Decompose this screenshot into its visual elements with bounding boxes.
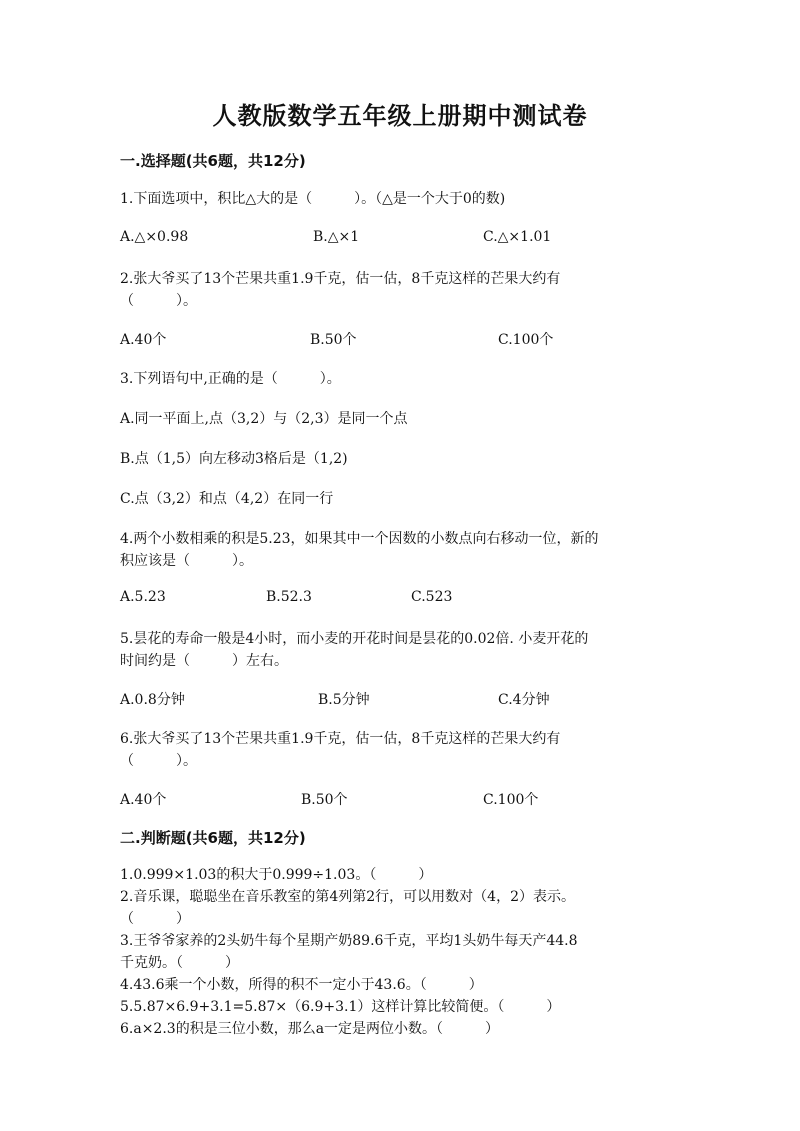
question-6-text-cont: （ ）。 bbox=[120, 753, 197, 769]
judge-line-1: 1.0.999×1.03的积大于0.999÷1.03。（ ） bbox=[120, 867, 433, 883]
section-heading-judge: 二.判断题(共6题，共12分) bbox=[120, 829, 306, 847]
question-1-option-c: C.△×1.01 bbox=[483, 229, 552, 245]
judge-line-6: 4.43.6乘一个小数，所得的积不一定小于43.6。（ ） bbox=[120, 977, 483, 993]
question-1-option-b: B.△×1 bbox=[313, 229, 360, 245]
question-3-option-a: A.同一平面上,点（3,2）与（2,3）是同一个点 bbox=[120, 411, 408, 427]
question-5-option-a: A.0.8分钟 bbox=[120, 692, 185, 708]
question-4-text: 4.两个小数相乘的积是5.23，如果其中一个因数的小数点向右移动一位，新的 bbox=[120, 531, 599, 547]
judge-line-5: 千克奶。（ ） bbox=[120, 955, 239, 971]
section-heading-choice: 一.选择题(共6题，共12分) bbox=[120, 152, 306, 170]
question-5-option-c: C.4分钟 bbox=[498, 692, 550, 708]
question-4-option-a: A.5.23 bbox=[120, 589, 166, 605]
judge-line-3: （ ） bbox=[120, 911, 190, 927]
judge-line-8: 6.a×2.3的积是三位小数，那么a一定是两位小数。（ ） bbox=[120, 1021, 500, 1037]
question-6-option-a: A.40个 bbox=[120, 792, 167, 808]
question-2-text-cont: （ ）。 bbox=[120, 293, 197, 309]
question-5-text-cont: 时间约是（ ）左右。 bbox=[120, 653, 288, 669]
question-1-text: 1.下面选项中，积比△大的是（ ）。（△是一个大于0的数) bbox=[120, 191, 506, 207]
question-4-option-c: C.523 bbox=[411, 589, 453, 605]
question-4-option-b: B.52.3 bbox=[266, 589, 312, 605]
question-2-option-a: A.40个 bbox=[120, 332, 167, 348]
page-title: 人教版数学五年级上册期中测试卷 bbox=[212, 102, 588, 130]
question-1-option-a: A.△×0.98 bbox=[120, 229, 189, 245]
judge-line-7: 5.5.87×6.9+3.1=5.87×（6.9+3.1）这样计算比较简便。（ ） bbox=[120, 999, 561, 1015]
question-3-option-c: C.点（3,2）和点（4,2）在同一行 bbox=[120, 491, 334, 507]
question-2-text: 2.张大爷买了13个芒果共重1.9千克，估一估，8千克这样的芒果大约有 bbox=[120, 271, 561, 287]
question-2-option-c: C.100个 bbox=[498, 332, 554, 348]
question-6-option-c: C.100个 bbox=[483, 792, 539, 808]
question-3-option-b: B.点（1,5）向左移动3格后是（1,2) bbox=[120, 451, 348, 467]
question-6-text: 6.张大爷买了13个芒果共重1.9千克，估一估，8千克这样的芒果大约有 bbox=[120, 731, 561, 747]
question-3-text: 3.下列语句中,正确的是（ ）。 bbox=[120, 371, 341, 387]
judge-line-2: 2.音乐课，聪聪坐在音乐教室的第4列第2行，可以用数对（4，2）表示。 bbox=[120, 889, 575, 905]
question-6-option-b: B.50个 bbox=[301, 792, 348, 808]
question-4-text-cont: 积应该是（ ）。 bbox=[120, 553, 253, 569]
question-5-option-b: B.5分钟 bbox=[318, 692, 370, 708]
question-5-text: 5.昙花的寿命一般是4小时，而小麦的开花时间是昙花的0.02倍. 小麦开花的 bbox=[120, 631, 589, 647]
judge-line-4: 3.王爷爷家养的2头奶牛每个星期产奶89.6千克，平均1头奶牛每天产44.8 bbox=[120, 933, 578, 949]
question-2-option-b: B.50个 bbox=[310, 332, 357, 348]
